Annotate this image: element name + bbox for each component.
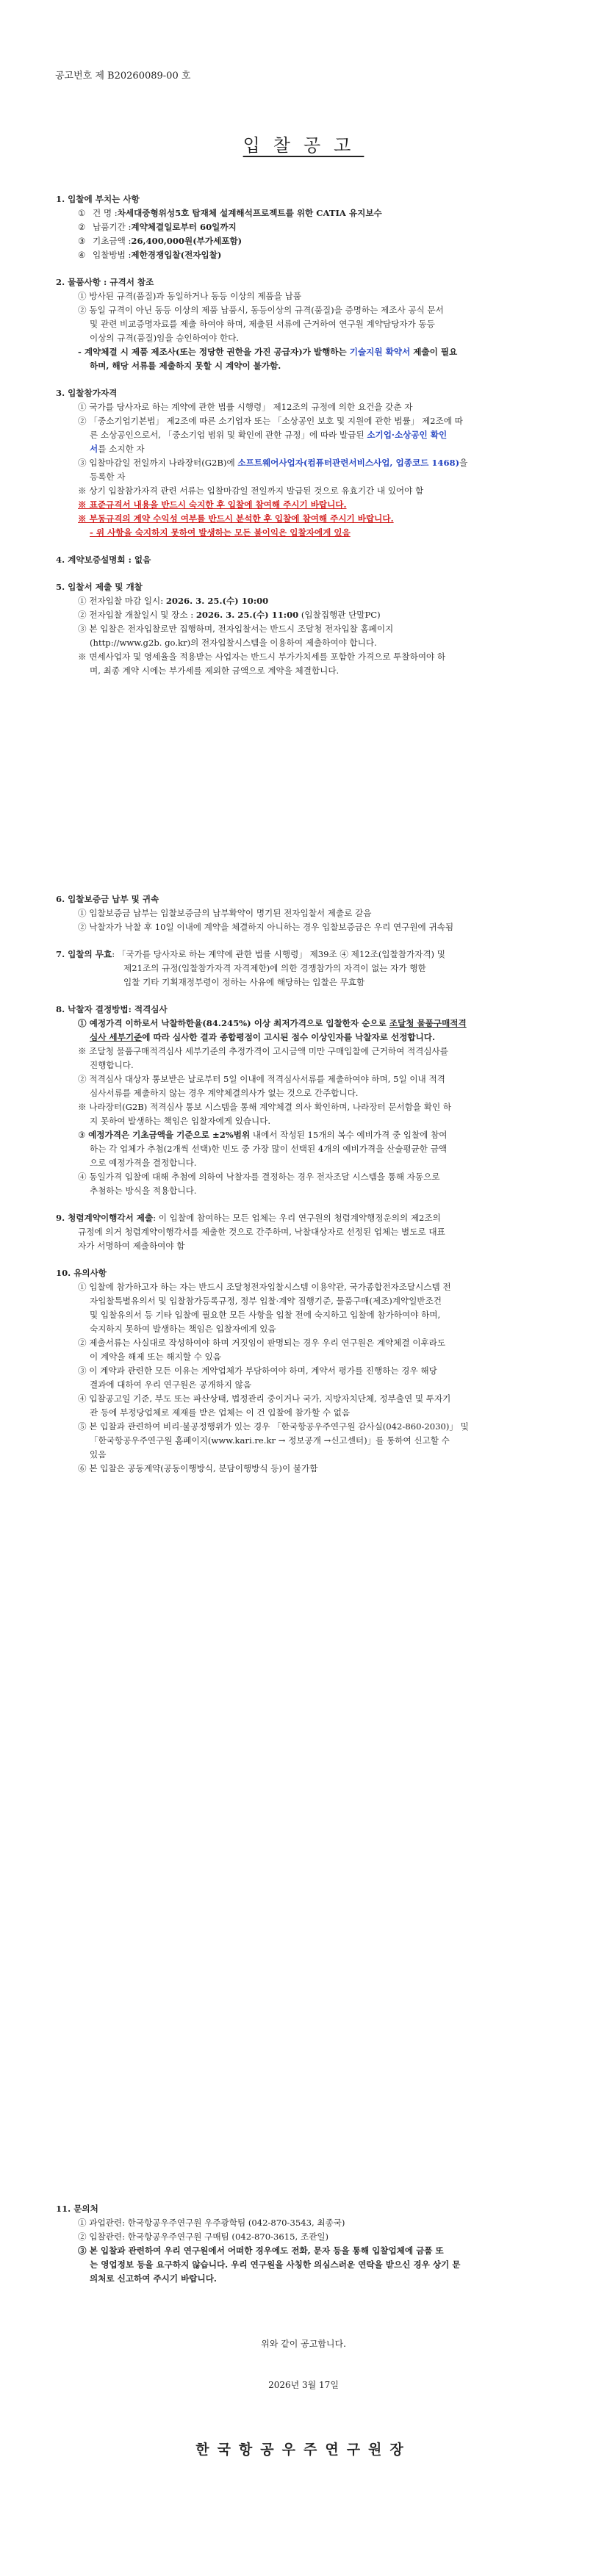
section-eligibility: 3. 입찰참가자격 ① 국가를 당사자로 하는 계약에 관한 법률 시행령」 제12조의 규정에 의한 요건을 갖춘 자 ② 「중소기업기본법」 제2조에 따른 소기업자 또는 「소상공인 보호 및 지원에 관한 법률」 제2조에 따 른 소상공인으로서, 「중소기업 범위 및 확인에 관한 규정」에 따라 발급된 소기업·소상공인 확인 서를 소지한 자 ③ 입찰마감일 전일까지 나라장터(G2B)에 소프트웨어사업자(컴퓨터관련서비스사업, 업종코드 1468)을 등록한 자 ※ 상기 입찰참가자격 관련 서류는 입찰마감일 전일까지 발급된 것으로 유효기간 내 있어야 함 ※ 표준규격서 내용을 반드시 숙지한 후 입찰에 참여해 주시기 바랍니다. ※ 부동규격의 계약 수익성 여부를 반드시 분석한 후 입찰에 참여해 주시기 바랍니다. - 위 사항을 숙지하지 못하여 발생하는 모든 불이익은 입찰자에게 있음 — [56, 386, 556, 540]
page-title: 입찰공고 — [243, 135, 364, 156]
base-amount: 26,400,000원(부가세포함) — [131, 236, 243, 246]
opening-time: 2026. 3. 25.(수) 11:00 — [195, 610, 299, 620]
section-invalid-bid: 7. 입찰의 무효: 「국가를 당사자로 하는 계약에 관한 법률 시행령」 제39조 ④ 제12조(입찰참가자격) 및 제21조의 규정(입찰참가자격 자격제한)에 의한 경쟁참가의 자격이 없는 자가 행한 입찰 기타 기획재정부령이 정하는 사유에 해당하는 입찰은 무효함 — [56, 949, 445, 987]
notice-date: 2026년 3월 17일 — [268, 2380, 339, 2390]
item-number: ① — [78, 208, 86, 218]
bid-method: 제한경쟁입찰(전자입찰) — [131, 250, 222, 260]
section-heading: 9. 청렴계약이행각서 제출 — [56, 1213, 154, 1223]
contact-bid: 입찰관련: 한국항공우주연구원 구매팀 (042-870-3615, 조관일) — [89, 2232, 329, 2242]
section-award-method: 8. 낙찰자 결정방법: 적격심사 ① 예정가격 이하로서 낙찰하한율(84.245%) 이상 최저가격으로 입찰한자 순으로 조달청 물품구매적격 심사 세부기준에 따라 심사한 결과 종합평점이 고시된 점수 이상인자를 낙찰자로 선정합니다. ※ 조달청 물품구매적격심사 세부기준의 추정가격이 고시금액 미만 구매입찰에 근거하여 적격심사를 진행합니다. ② 적격심사 대상자 통보받은 날로부터 5일 이내에 적격심사서류를 제출하여야 하며, 5일 이내 적격 심사서류를 제출하지 않는 경우 계약체결의사가 없는 것으로 간주합니다. ※ 나라장터(G2B) 적격심사 통보 시스템을 통해 계약체결 의사 확인하며, 나라장터 문서함을 확인 하 지 못하여 발생하는 책임은 입찰자에게 있습니다. ③ 예정가격은 기초금액을 기준으로 ±2%범위 내에서 작성된 15개의 복수 예비가격 중 입찰에 참여 하는 각 업체가 추첨(2개씩 선택)한 빈도 중 가장 많이 선택된 4개의 예비가격을 산술평균한 금액 으로 예정가격을 결정합니다. ④ 동일가격 입찰에 대해 추첨에 의하여 낙찰자를 결정하는 경우 전자조달 시스템을 통해 자동으로 추첨하는 방식을 적용합니다. — [56, 1003, 556, 1198]
section-heading: 2. 물품사항 : 규격서 참조 — [56, 277, 154, 287]
section-heading: 3. 입찰참가자격 — [56, 388, 118, 398]
warning-note: ※ 부동규격의 계약 수익성 여부를 반드시 분석한 후 입찰에 참여해 주시기 바랍니다. — [78, 513, 394, 524]
warning-note: ※ 표준규격서 내용을 반드시 숙지한 후 입찰에 참여해 주시기 바랍니다. — [78, 499, 347, 510]
closing-statement: 위와 같이 공고합니다. — [261, 2339, 346, 2349]
section-submission: 5. 입찰서 제출 및 개찰 ① 전자입찰 마감 일시: 2026. 3. 25.(수) 10:00 ② 전자입찰 개찰일시 및 장소 : 2026. 3. 25.(수) 11:00 (입찰집행관 단말PC) ③ 본 입찰은 전자입찰로만 집행하며, 전자입찰서는 반드시 조달청 전자입찰 홈페이지 (http://www.g2b. go.kr)의 전자입찰시스템을 이용하여 제출하여야 합니다. ※ 면세사업자 및 영세율을 적용받는 사업자는 반드시 부가가치세를 포함한 가격으로 투찰하여야 하 며, 최종 계약 시에는 부가세를 제외한 금액으로 계약을 체결합니다. — [56, 580, 556, 678]
section-heading: 4. 계약보증설명회 : 없음 — [56, 555, 151, 565]
contact-task: 과업관련: 한국항공우주연구원 우주광학팀 (042-870-3543, 최종국) — [89, 2218, 345, 2228]
section-contact: 11. 문의처 ① 과업관련: 한국항공우주연구원 우주광학팀 (042-870-3543, 최종국) ② 입찰관련: 한국항공우주연구원 구매팀 (042-870-3615, 조관일) ③ 본 입찰과 관련하여 우리 연구원에서 어떠한 경우에도 전화, 문자 등을 통해 입찰업체에 금품 또 는 영업정보 등을 요구하지 않습니다. 우리 연구원을 사칭한 의심스러운 연락을 받으신 경우 상기 문 의처로 신고하여 주시기 바랍니다. — [56, 2202, 556, 2286]
section-heading: 1. 입찰에 부치는 사항 — [56, 194, 140, 204]
section-deposit: 6. 입찰보증금 납부 및 귀속 ① 입찰보증금 납부는 입찰보증금의 납부확약이 명기된 전자입찰서 제출로 갈음 ② 낙찰자가 낙찰 후 10일 이내에 계약을 체결하지 아니하는 경우 입찰보증금은 우리 연구원에 귀속됨 — [56, 892, 556, 934]
section-heading: 10. 유의사항 — [56, 1268, 107, 1278]
section-integrity-pledge: 9. 청렴계약이행각서 제출: 이 입찰에 참여하는 모든 업체는 우리 연구원의 청렴계약행정운의의 제2조의 규정에 의거 청렴계약이행각서를 제출한 것으로 간주하며, 낙찰대상자로 선정된 업체는 별도로 대표 자가 서명하여 제출하여야 함 — [56, 1213, 445, 1251]
delivery-period: 계약체결일로부터 60일까지 — [131, 222, 237, 232]
organization-name: 한국항공우주연구원장 — [195, 2442, 412, 2458]
section-notes: 10. 유의사항 ① 입찰에 참가하고자 하는 자는 반드시 조달청전자입찰시스템 이용약관, 국가종합전자조달시스템 전 자입찰특별유의서 및 입찰참가등록규정, 정부 입찰·계약 집행기준, 물품구매(제조)계약일반조건 및 입찰유의서 등 기타 입찰에 필요한 모든 사항을 입찰 전에 숙지하고 입찰에 참가하여야 하며, 숙지하지 못하여 발생하는 책임은 입찰자에게 있음 ② 제출서류는 사실대로 작성하여야 하며 거짓임이 판명되는 경우 우리 연구원은 계약체결 이후라도 이 계약을 해제 또는 해지할 수 있음 ③ 이 계약과 관련한 모든 이유는 계약업체가 부담하여야 하며, 계약서 평가를 진행하는 경우 해당 결과에 대하여 우리 연구원은 공개하지 않음 ④ 입찰공고일 기준, 부도 또는 파산상태, 법정관리 중이거나 국가, 지방자치단체, 정부출연 및 투자기 관 등에 부정당업체로 제재를 받은 업체는 이 건 입찰에 참가할 수 없음 ⑤ 본 입찰과 관련하여 비리·불공정행위가 있는 경우 「한국항공우주연구원 감사실(042-860-2030)」 및 「한국항공우주연구원 홈페이지(www.kari.re.kr → 정보공개 →신고센터)」를 통하여 신고할 수 있음 ⑥ 본 입찰은 공동계약(공동이행방식, 분담이행방식 등)이 불가함 — [56, 1266, 556, 1476]
notice-body-upper — [56, 192, 556, 691]
section-heading: 6. 입찰보증금 납부 및 귀속 — [56, 894, 159, 904]
notice-number: 공고번호 제 B20260089-00 호 — [55, 71, 191, 82]
warning-note: - 위 사항을 숙지하지 못하여 발생하는 모든 불이익은 입찰자에게 있음 — [90, 527, 351, 538]
section-bid-items: 1. 입찰에 부치는 사항 ① 건 명 : 차세대중형위성5호 탑재체 설계해석프로젝트를 위한 CATIA 유지보수 ② 납품기간 : 계약체결일로부터 60일까지 ③ 기초금액 : 26,400,000원(부가세포함) ④ 입찰방법 : 제한경쟁입찰(전자입찰) — [56, 192, 556, 262]
project-name: 차세대중형위성5호 탑재체 설계해석프로젝트를 위한 CATIA 유지보수 — [117, 208, 382, 218]
section-goods: 2. 물품사항 : 규격서 참조 ① 방사된 규격(품질)과 동일하거나 동등 이상의 제품을 납품 ② 동일 규격이 아닌 동등 이상의 제품 납품시, 동등이상의 규격(품질)을 증명하는 제조사 공식 문서 및 관련 비교증명자료를 제출 하여야 하며, 제출된 서류에 근거하여 연구원 계약담당자가 동등 이상의 규격(품질)임을 승인하여야 한다. - 계약체결 시 제품 제조사(또는 정당한 권한을 가진 공급자)가 발행하는 기술지원 확약서 제출이 필요 하며, 해당 서류를 제출하지 못할 시 계약이 불가함. — [56, 275, 556, 373]
deadline: 2026. 3. 25.(수) 10:00 — [165, 596, 269, 606]
section-heading: 7. 입찰의 무효 — [56, 949, 112, 959]
notice-body-lower — [56, 892, 556, 1489]
section-heading: 11. 문의처 — [56, 2204, 98, 2214]
section-briefing — [56, 553, 556, 567]
section-heading: 8. 낙찰자 결정방법: 적격심사 — [56, 1004, 168, 1014]
section-heading: 5. 입찰서 제출 및 개찰 — [56, 582, 143, 592]
